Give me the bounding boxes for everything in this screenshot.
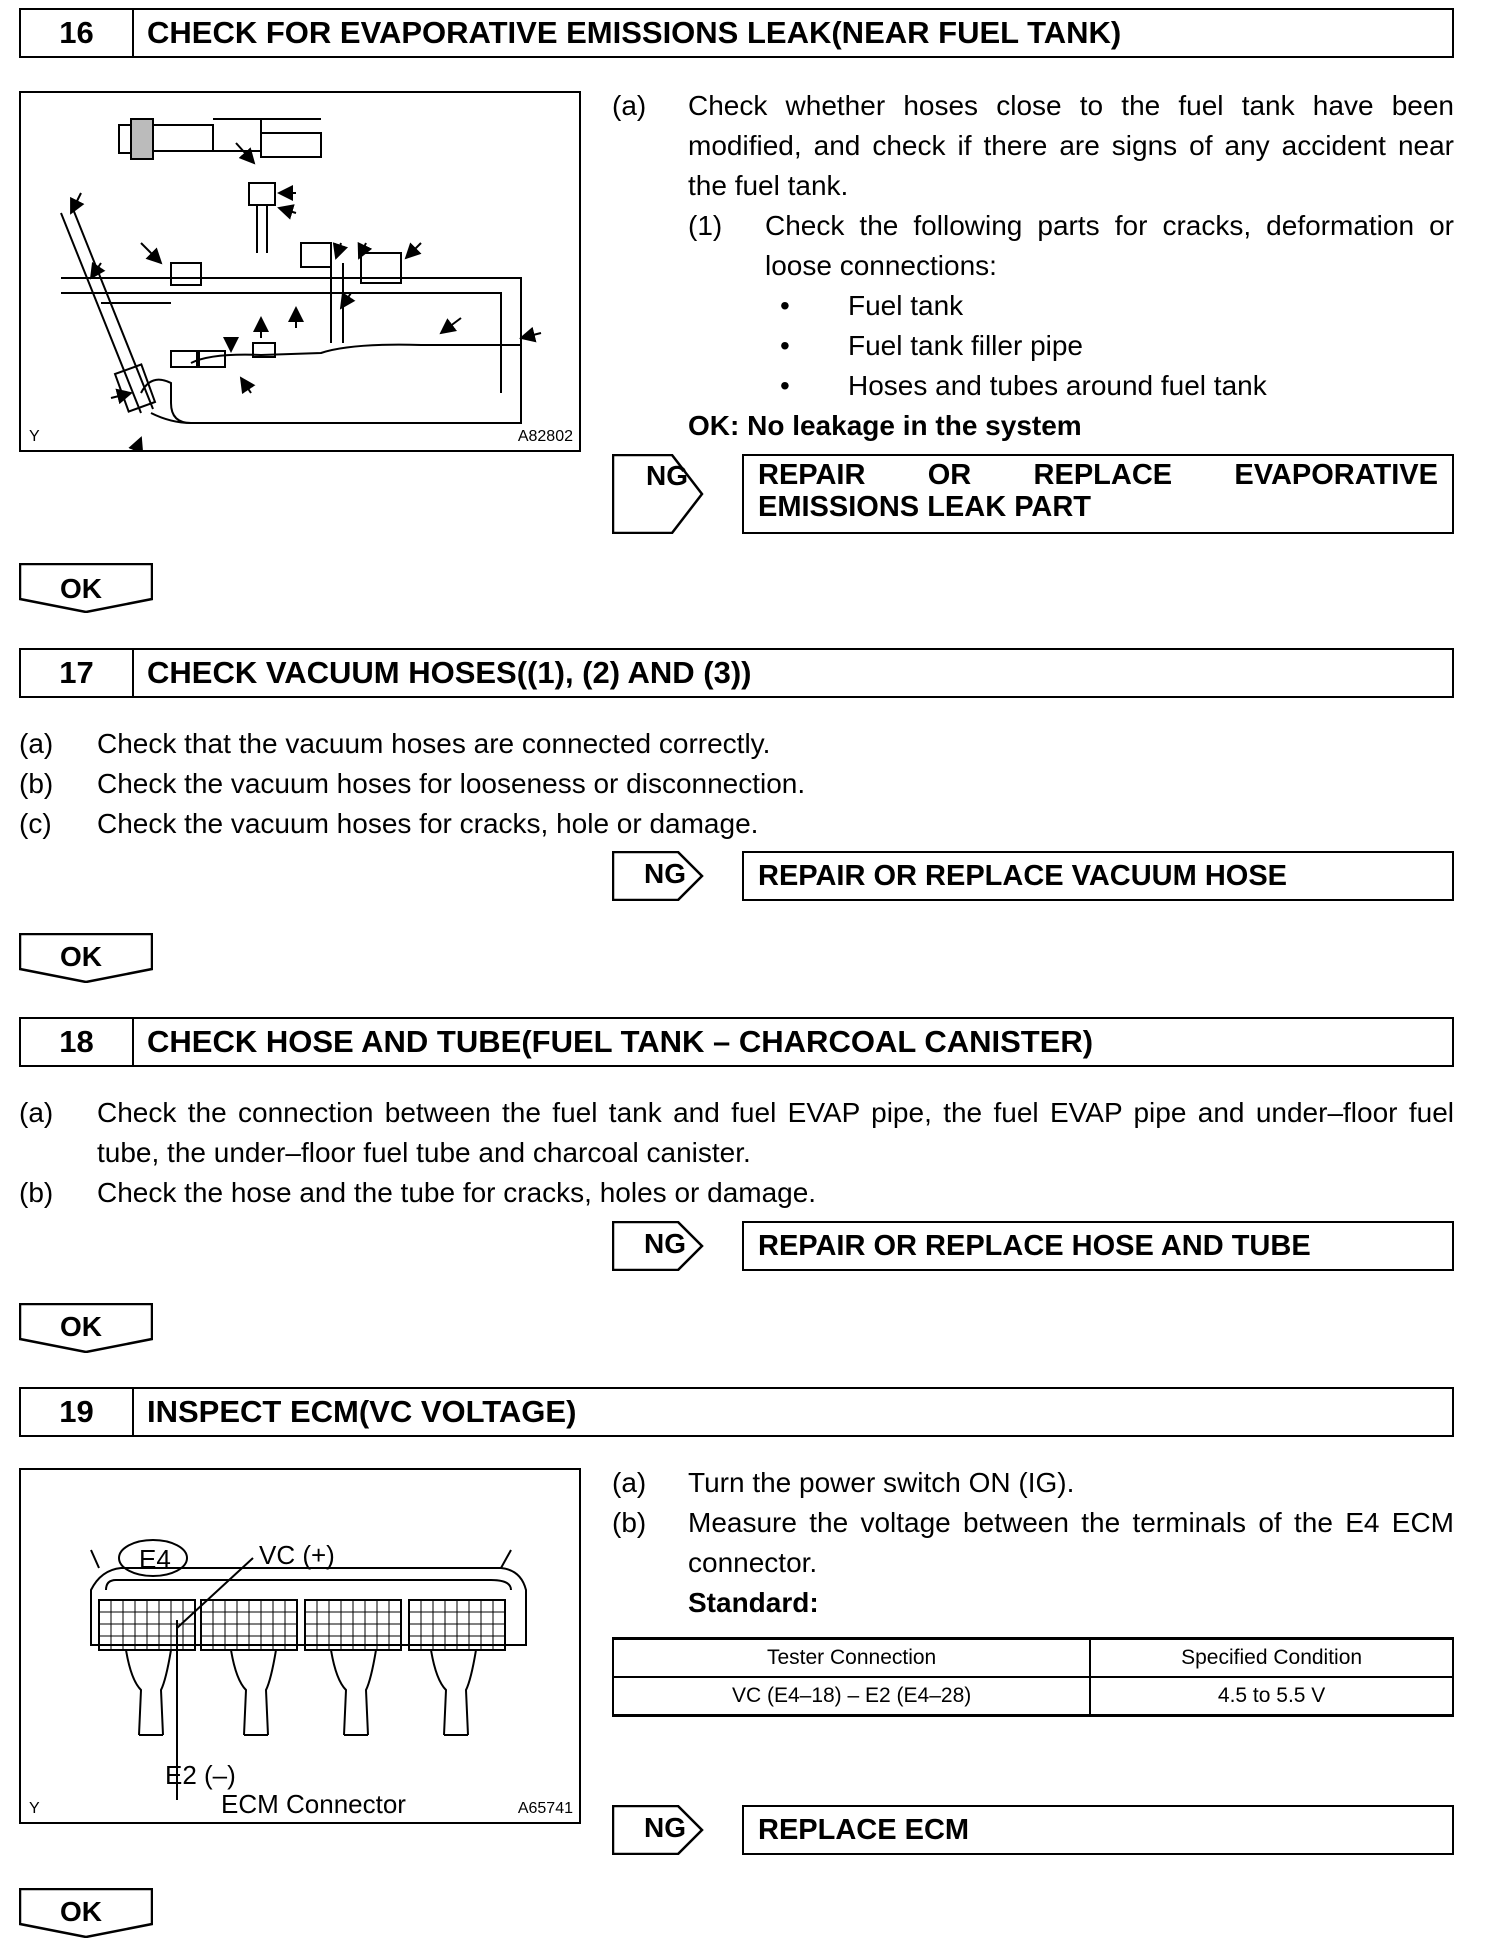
step-title: CHECK HOSE AND TUBE(FUEL TANK – CHARCOAL CANISTER) — [147, 1024, 1094, 1059]
substep-text: Check the following parts for cracks, deformation or loose connections: — [765, 210, 1454, 281]
step-header-17 — [19, 648, 1454, 698]
step-number: 16 — [21, 10, 134, 56]
step-text: Check whether hoses close to the fuel tank have been modified, and check if there are signs of any accident near the fuel tank. — [688, 90, 1454, 201]
step-label: (a) — [19, 728, 54, 759]
step-text: Check the vacuum hoses for cracks, hole or damage. — [97, 808, 759, 839]
step-label: (c) — [19, 808, 52, 839]
ok-label: OK — [60, 941, 102, 972]
step-label: (b) — [19, 768, 54, 799]
figure-corner-label: Y — [29, 1800, 40, 1817]
table-cell: 4.5 to 5.5 V — [1090, 1677, 1453, 1716]
vc-terminal-label: VC (+) — [259, 1540, 335, 1570]
bullet-dot: • — [780, 370, 790, 401]
step-text: Check the vacuum hoses for looseness or disconnection. — [97, 768, 806, 799]
table-cell: VC (E4–18) – E2 (E4–28) — [613, 1677, 1090, 1716]
figure-corner-label: Y — [29, 428, 40, 445]
ng-label: NG — [644, 1228, 686, 1259]
ng-label: NG — [644, 858, 686, 889]
connector-tag-label: E4 — [139, 1544, 171, 1574]
fuel-tank-hose-diagram — [19, 91, 581, 452]
step-header-19 — [19, 1387, 1454, 1437]
e2-terminal-label: E2 (–) — [165, 1760, 236, 1790]
ecm-connector-illustration — [21, 1470, 579, 1822]
step-title: INSPECT ECM(VC VOLTAGE) — [147, 1394, 577, 1429]
table-header-row — [613, 1639, 1453, 1678]
table-header: Tester Connection — [613, 1639, 1090, 1678]
standard-table — [612, 1637, 1454, 1717]
ng-action-box: REPLACE ECM — [742, 1805, 1454, 1855]
step-label: (a) — [612, 1467, 647, 1498]
step-number: 18 — [21, 1019, 134, 1065]
ng-label: NG — [644, 1812, 686, 1843]
substep-label: (1) — [688, 210, 723, 241]
figure-code: A65741 — [517, 1800, 573, 1817]
ok-label: OK — [60, 1311, 102, 1342]
bullet-item: Fuel tank filler pipe — [848, 330, 1084, 361]
ok-label: OK — [60, 573, 102, 604]
table-row — [613, 1677, 1453, 1716]
fuel-tank-illustration — [21, 93, 579, 450]
table-header: Specified Condition — [1090, 1639, 1453, 1678]
ok-label: OK — [60, 1896, 102, 1927]
step-label: (b) — [612, 1507, 647, 1538]
step-title: CHECK VACUUM HOSES((1), (2) AND (3)) — [147, 655, 752, 690]
step-text: Measure the voltage between the terminals of the E4 ECM connector. — [688, 1507, 1454, 1578]
ng-action-box: REPAIR OR REPLACE EVAPORATIVE EMISSIONS LEAK PART — [742, 454, 1454, 534]
step-text: Check the hose and the tube for cracks, holes or damage. — [97, 1177, 817, 1208]
figure-code: A82802 — [517, 428, 573, 445]
step-text: Turn the power switch ON (IG). — [688, 1467, 1075, 1498]
bullet-dot: • — [780, 330, 790, 361]
standard-label: Standard: — [688, 1587, 819, 1618]
step-header-18 — [19, 1017, 1454, 1067]
step-header-16 — [19, 8, 1454, 58]
step-title: CHECK FOR EVAPORATIVE EMISSIONS LEAK(NEAR FUEL TANK) — [147, 15, 1122, 50]
bullet-item: Fuel tank — [848, 290, 964, 321]
ng-action-box: REPAIR OR REPLACE HOSE AND TUBE — [742, 1221, 1454, 1271]
step-label: (a) — [19, 1097, 54, 1128]
step-label: (b) — [19, 1177, 54, 1208]
ok-condition: OK: No leakage in the system — [688, 410, 1082, 441]
step-number: 19 — [21, 1389, 134, 1435]
figure-caption: ECM Connector — [221, 1789, 406, 1819]
step-label: (a) — [612, 90, 647, 121]
ecm-connector-diagram — [19, 1468, 581, 1824]
ng-label: NG — [646, 460, 688, 491]
step-text: Check the connection between the fuel tank and fuel EVAP pipe, the fuel EVAP pipe and under–floor fuel tube, the under–floor fuel tube and charcoal canister. — [97, 1097, 1454, 1168]
bullet-item: Hoses and tubes around fuel tank — [848, 370, 1267, 401]
step-number: 17 — [21, 650, 134, 696]
step-text: Check that the vacuum hoses are connected correctly. — [97, 728, 771, 759]
bullet-dot: • — [780, 290, 790, 321]
ng-action-box: REPAIR OR REPLACE VACUUM HOSE — [742, 851, 1454, 901]
